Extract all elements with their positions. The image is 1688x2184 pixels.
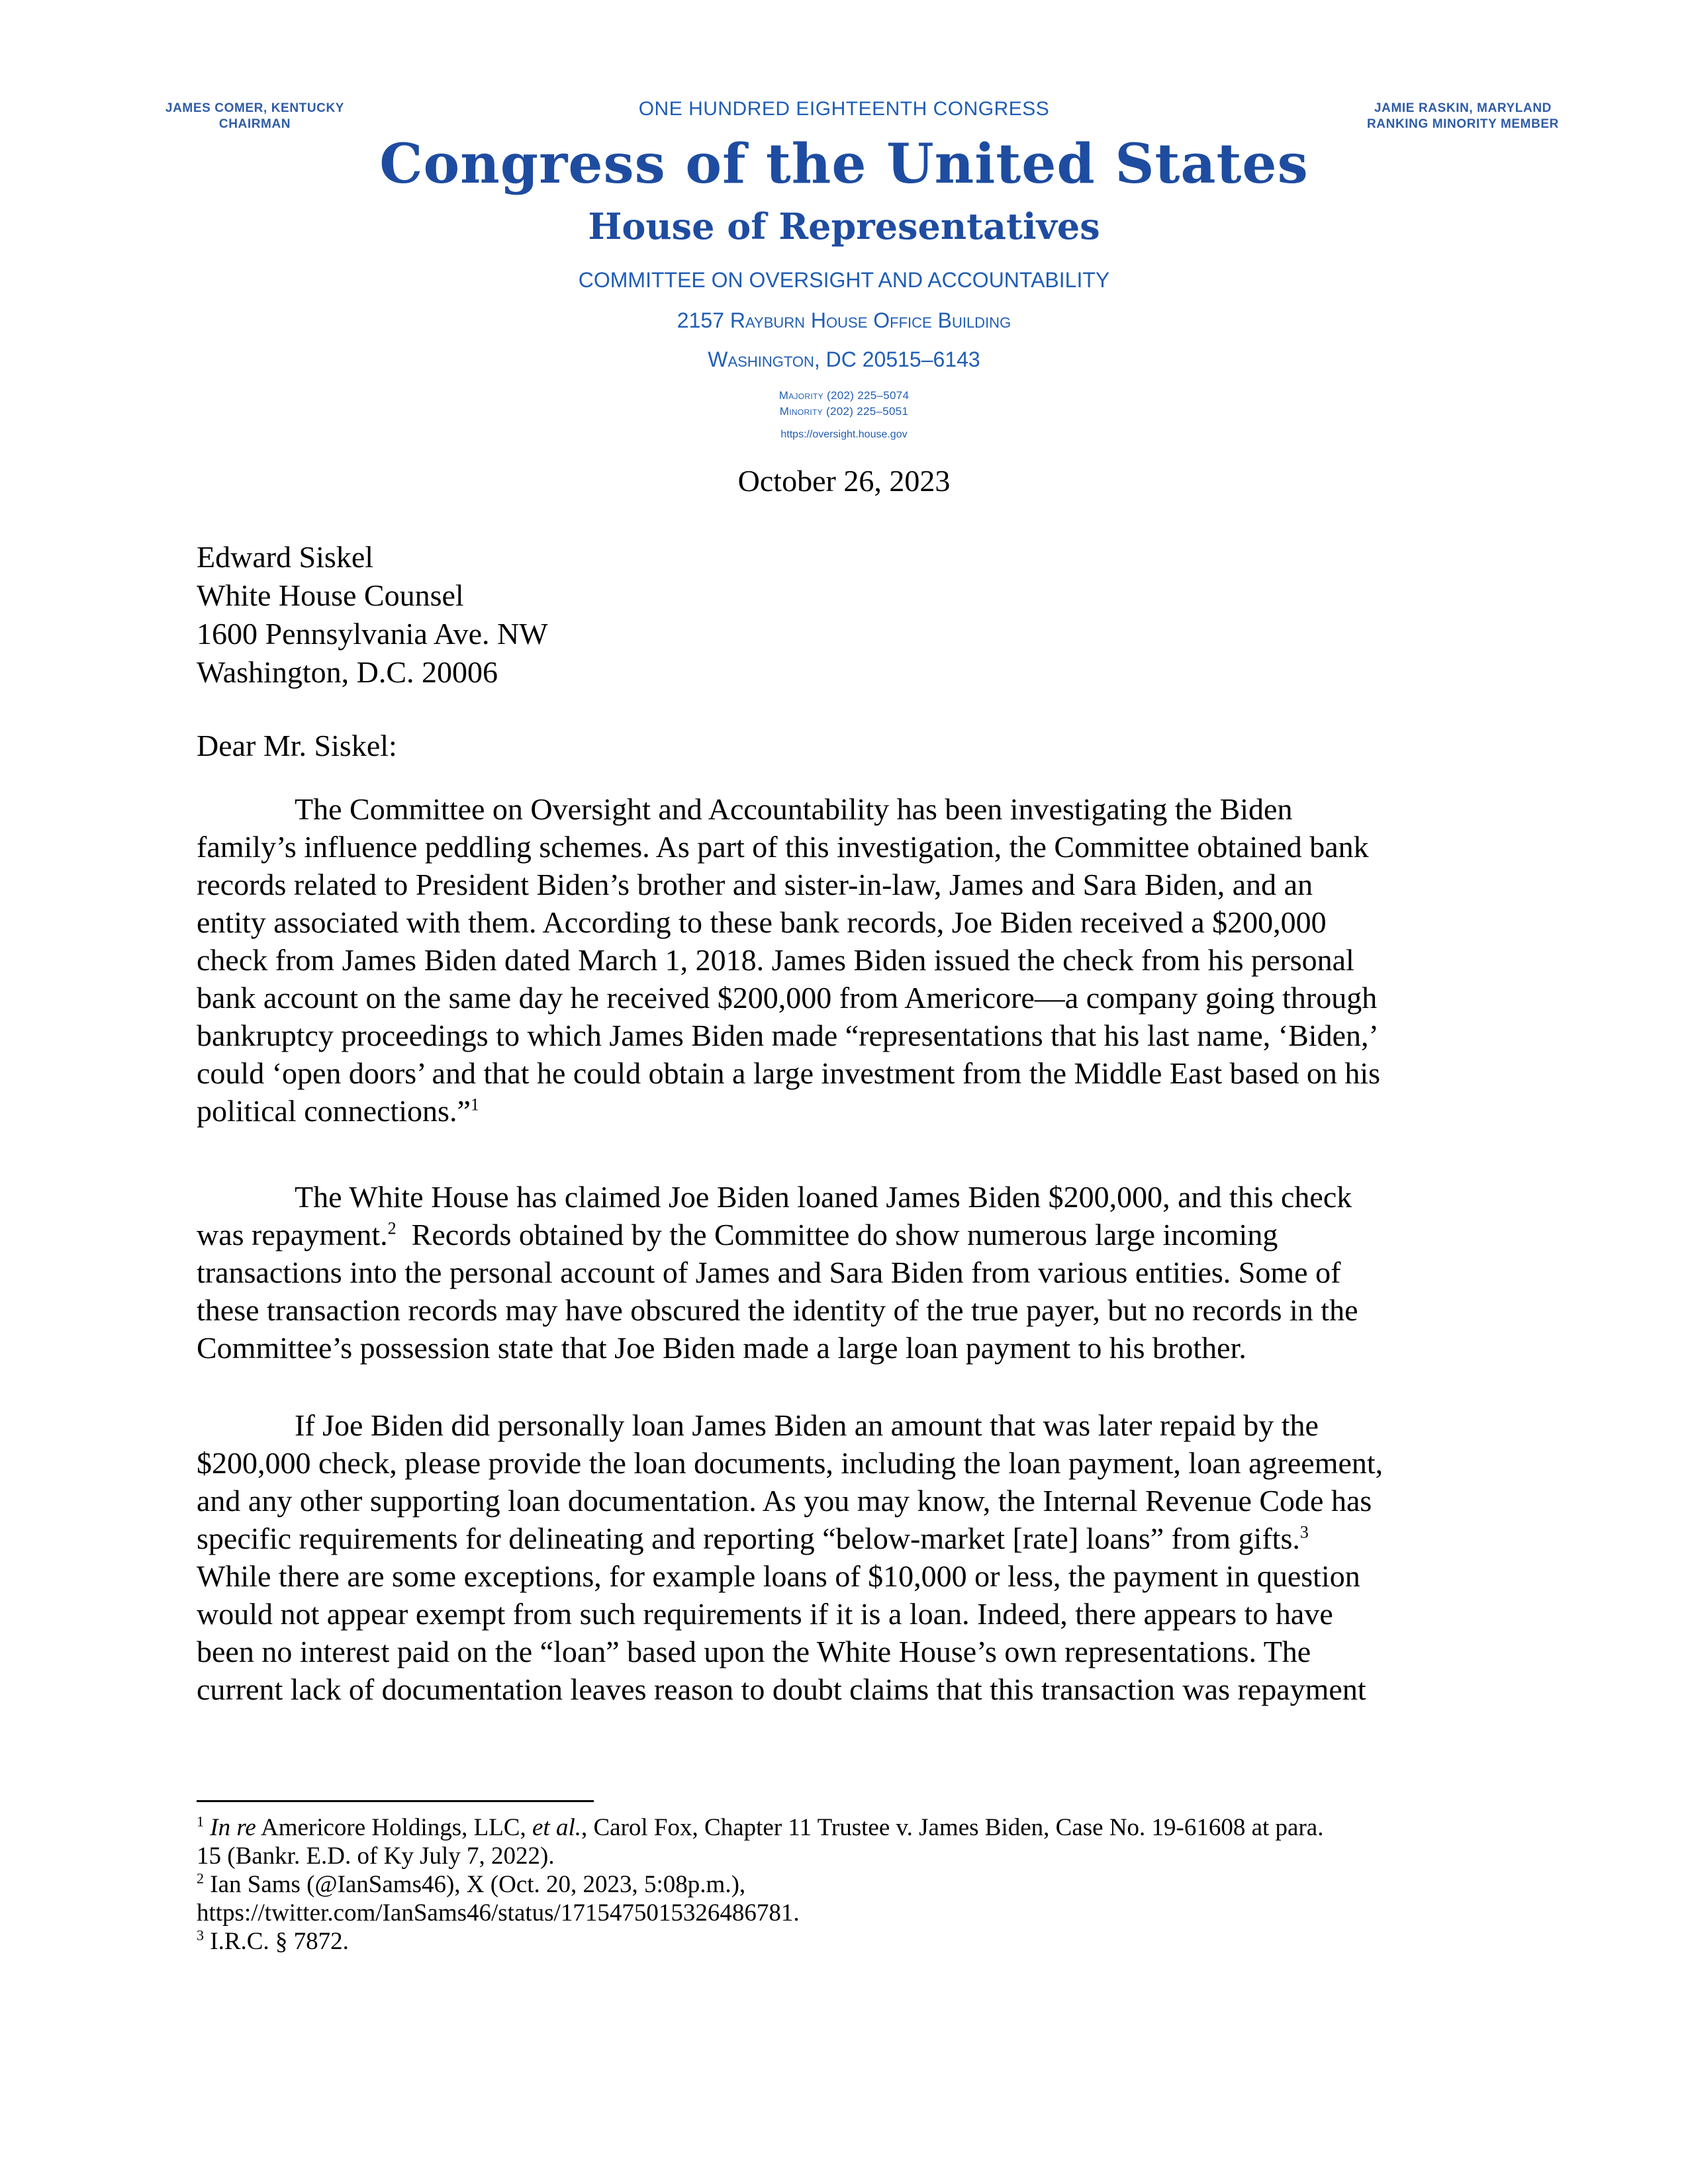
body-line: transactions into the personal account of James and Sara Biden from various entities. Some of <box>197 1255 1341 1289</box>
committee-city: Washington, DC 20515–6143 <box>708 347 980 371</box>
footnote-number: 2 <box>197 1870 204 1887</box>
body-line-text: was repayment. <box>197 1218 388 1251</box>
salutation: Dear Mr. Siskel: <box>197 729 397 762</box>
congress-number: ONE HUNDRED EIGHTEENTH CONGRESS <box>638 98 1050 120</box>
website-link[interactable]: https://oversight.house.gov <box>780 429 908 440</box>
footnote-divider <box>197 1800 594 1802</box>
body-line <box>197 1092 1474 1130</box>
body-line: bank account on the same day he received $200,000 from Americore—a company going through <box>197 981 1378 1015</box>
recipient-line: Washington, D.C. 20006 <box>197 655 498 689</box>
body-line: While there are some exceptions, for example loans of $10,000 or less, the payment in question <box>197 1559 1360 1593</box>
footnote-1 <box>197 1813 1323 1842</box>
footnote-italic: et al. <box>532 1814 581 1841</box>
body-line: The White House has claimed Joe Biden loaned James Biden $200,000, and this check <box>295 1180 1352 1214</box>
recipient-line: 1600 Pennsylvania Ave. NW <box>197 617 548 651</box>
body-line: these transaction records may have obscured the identity of the true payer, but no records in the <box>197 1293 1358 1327</box>
chairman-title: CHAIRMAN <box>218 117 291 131</box>
footnote-ref-2[interactable]: 2 <box>387 1218 397 1238</box>
letter-date: October 26, 2023 <box>737 464 951 498</box>
majority-phone: Majority (202) 225–5074 <box>778 389 910 402</box>
footnotes <box>197 1813 1323 1956</box>
body-line <box>197 1216 1474 1253</box>
body-line: would not appear exempt from such requirements if it is a loan. Indeed, there appears to have <box>197 1597 1333 1631</box>
footnote-3 <box>197 1927 1323 1956</box>
footnote-2-link[interactable]: https://twitter.com/IanSams46/status/1715475015326486781. <box>197 1899 800 1927</box>
footnote-text: , Carol Fox, Chapter 11 Trustee v. James Biden, Case No. 19-61608 at para. <box>581 1814 1324 1841</box>
body-line <box>197 1520 1474 1557</box>
body-line: The Committee on Oversight and Accountability has been investigating the Biden <box>295 792 1293 826</box>
body-line-text: specific requirements for delineating and reporting “below-market [rate] loans” from gifts. <box>197 1522 1300 1555</box>
footnote-ref-1[interactable]: 1 <box>470 1095 479 1115</box>
chairman-name: JAMES COMER, KENTUCKY <box>165 101 345 115</box>
body-line: entity associated with them. According to these bank records, Joe Biden received a $200,000 <box>197 905 1327 939</box>
footnote-italic: In re <box>210 1814 256 1841</box>
body-line: current lack of documentation leaves reason to doubt claims that this transaction was repayment <box>197 1672 1366 1706</box>
house-title: House of Representatives <box>588 205 1100 248</box>
recipient-address <box>197 538 548 692</box>
minority-phone: Minority (202) 225–5051 <box>779 405 909 418</box>
footnote-number: 1 <box>197 1813 204 1830</box>
body-line-text: political connections.” <box>197 1094 471 1128</box>
body-line: family’s influence peddling schemes. As part of this investigation, the Committee obtained bank <box>197 830 1369 864</box>
footnote-text: Americore Holdings, LLC, <box>256 1814 532 1841</box>
body-line: $200,000 check, please provide the loan documents, including the loan payment, loan agreement, <box>197 1446 1383 1480</box>
body-line: could ‘open doors’ and that he could obtain a large investment from the Middle East based on his <box>197 1056 1381 1090</box>
body-line: If Joe Biden did personally loan James Biden an amount that was later repaid by the <box>295 1408 1319 1442</box>
ranking-member-name: JAMIE RASKIN, MARYLAND <box>1374 101 1552 115</box>
committee-name: COMMITTEE ON OVERSIGHT AND ACCOUNTABILITY <box>578 268 1110 292</box>
recipient-line: White House Counsel <box>197 578 464 612</box>
body-line: and any other supporting loan documentation. As you may know, the Internal Revenue Code has <box>197 1484 1372 1518</box>
recipient-line: Edward Siskel <box>197 540 374 574</box>
body-line: records related to President Biden’s brother and sister-in-law, James and Sara Biden, and an <box>197 868 1313 901</box>
body-line: bankruptcy proceedings to which James Biden made “representations that his last name, ‘Biden,’ <box>197 1019 1379 1052</box>
body-paragraph-2 <box>197 1178 1474 1367</box>
body-paragraph-1 <box>197 790 1474 1130</box>
footnote-number: 3 <box>197 1927 204 1944</box>
body-paragraph-3 <box>197 1406 1474 1708</box>
ranking-member-title: RANKING MINORITY MEMBER <box>1366 117 1559 131</box>
footnote-1-continued: 15 (Bankr. E.D. of Ky July 7, 2022). <box>197 1843 555 1870</box>
body-line: been no interest paid on the “loan” based upon the White House’s own representations. The <box>197 1635 1311 1668</box>
body-line-text: Records obtained by the Committee do show numerous large incoming <box>396 1218 1278 1251</box>
footnote-text: I.R.C. § 7872. <box>204 1928 349 1955</box>
committee-address: 2157 Rayburn House Office Building <box>677 308 1011 332</box>
footnote-2 <box>197 1870 1323 1899</box>
footnote-text: Ian Sams (@IanSams46), X (Oct. 20, 2023, 5:08p.m.), <box>204 1871 746 1898</box>
body-line: check from James Biden dated March 1, 2018. James Biden issued the check from his personal <box>197 943 1354 977</box>
footnote-ref-3[interactable]: 3 <box>1299 1522 1309 1542</box>
body-line: Committee’s possession state that Joe Biden made a large loan payment to his brother. <box>197 1331 1246 1365</box>
congress-title: Congress of the United States <box>379 132 1309 196</box>
